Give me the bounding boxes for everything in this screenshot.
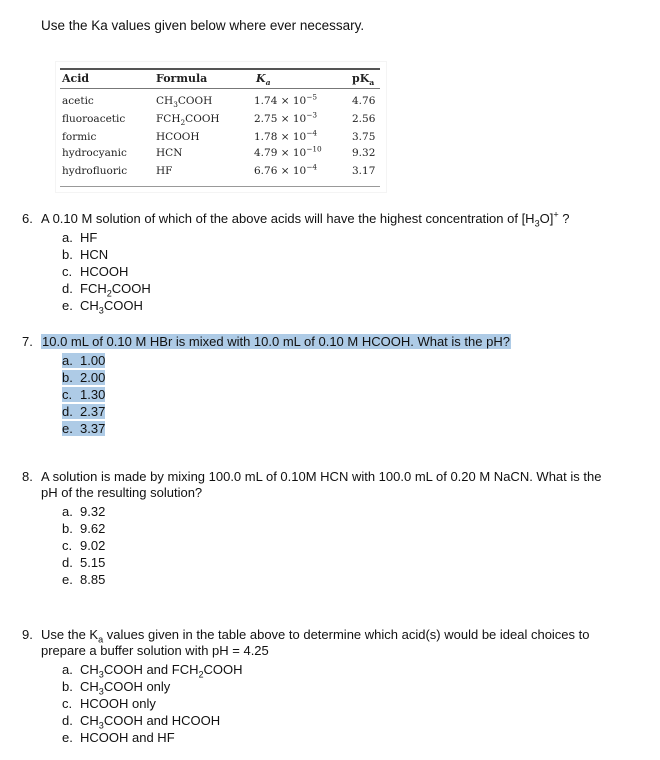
pka-value: 2.56	[352, 113, 376, 125]
pka-value: 4.76	[352, 95, 376, 107]
question-6	[22, 211, 632, 227]
header-formula: Formula	[156, 72, 208, 85]
option-letter: e.	[62, 421, 73, 436]
pka-value: 3.75	[352, 131, 376, 143]
question-6-options	[62, 229, 151, 314]
option-letter: c.	[62, 264, 73, 279]
option-text: 2.37	[80, 404, 106, 419]
answer-option[interactable]	[62, 352, 105, 369]
question-number: 7.	[22, 334, 33, 349]
answer-option[interactable]	[62, 369, 105, 386]
header-ka: $K_a$	[256, 72, 271, 88]
option-text: 3.37	[80, 421, 106, 436]
acid-formula: $CH_3COOH$	[156, 95, 213, 110]
option-letter: e.	[62, 298, 73, 313]
option-letter: a.	[62, 353, 73, 368]
option-text: HCOOH and HF	[80, 730, 175, 745]
pka-value: 3.17	[352, 165, 376, 177]
answer-option[interactable]	[62, 246, 151, 263]
option-text: 1.00	[80, 353, 106, 368]
acid-formula: $FCH_2COOH$	[156, 113, 220, 128]
acid-formula: HF	[156, 165, 173, 177]
table-header-rule	[60, 88, 380, 89]
question-number: 8.	[22, 469, 33, 484]
option-text: $FCH_2COOH$	[80, 281, 151, 299]
option-letter: d.	[62, 404, 73, 419]
answer-option[interactable]	[62, 280, 151, 297]
acid-name: acetic	[62, 95, 94, 107]
question-8	[22, 469, 632, 501]
option-text: HCOOH only	[80, 696, 156, 711]
table-top-rule	[60, 68, 380, 70]
ka-value: $2.75 \times 10^{-3}$	[254, 110, 318, 125]
answer-option[interactable]	[62, 712, 243, 729]
option-text: 5.15	[80, 555, 106, 570]
option-letter: a.	[62, 662, 73, 677]
option-letter: e.	[62, 730, 73, 745]
option-text: $CH_3COOH$	[80, 298, 143, 316]
option-text: $CH_3COOH$ and $FCH_2COOH$	[80, 662, 243, 680]
option-text: 8.85	[80, 572, 106, 587]
answer-option[interactable]	[62, 729, 243, 746]
option-letter: c.	[62, 696, 73, 711]
answer-option[interactable]	[62, 520, 105, 537]
ka-table	[56, 62, 386, 192]
option-text: $CH_3COOH$ and HCOOH	[80, 713, 221, 731]
question-text-line1: A solution is made by mixing 100.0 mL of 0.10M HCN with 100.0 mL of 0.20 M NaCN. What is the	[41, 469, 602, 484]
option-text: 9.02	[80, 538, 106, 553]
option-letter: b.	[62, 370, 73, 385]
question-7-options	[62, 352, 105, 437]
option-letter: d.	[62, 555, 73, 570]
answer-option[interactable]	[62, 386, 105, 403]
acid-name: fluoroacetic	[62, 113, 126, 125]
answer-option[interactable]	[62, 537, 105, 554]
ka-value: $4.79 \times 10^{-10}$	[254, 144, 322, 159]
question-9-options	[62, 661, 243, 746]
question-text-line2: prepare a buffer solution with pH = 4.25	[41, 643, 269, 658]
option-letter: b.	[62, 679, 73, 694]
header-acid: Acid	[62, 72, 90, 85]
acid-name: hydrofluoric	[62, 165, 128, 177]
question-text: A 0.10 M solution of which of the above acids will have the highest concentration of $[H_3O]^+$ ?	[41, 209, 570, 229]
question-text-line1: Use the $K_a$ values given in the table above to determine which acid(s) would be ideal choices to	[41, 627, 590, 645]
option-letter: e.	[62, 572, 73, 587]
question-number: 9.	[22, 627, 33, 642]
pka-value: 9.32	[352, 147, 376, 159]
option-text: 9.32	[80, 504, 106, 519]
option-text: HF	[80, 230, 98, 245]
ka-value: $1.78 \times 10^{-4}$	[254, 128, 318, 143]
option-text: $CH_3COOH$ only	[80, 679, 171, 697]
question-8-options	[62, 503, 105, 588]
question-9	[22, 627, 632, 659]
option-letter: d.	[62, 281, 73, 296]
option-letter: a.	[62, 504, 73, 519]
answer-option[interactable]	[62, 695, 243, 712]
question-number: 6.	[22, 211, 33, 226]
option-text: HCN	[80, 247, 109, 262]
answer-option[interactable]	[62, 403, 105, 420]
answer-option[interactable]	[62, 229, 151, 246]
option-text: HCOOH	[80, 264, 129, 279]
question-text-line2: pH of the resulting solution?	[41, 485, 203, 500]
answer-option[interactable]	[62, 661, 243, 678]
option-letter: c.	[62, 538, 73, 553]
option-letter: c.	[62, 387, 73, 402]
question-text[interactable]: 10.0 mL of 0.10 M HBr is mixed with 10.0 mL of 0.10 M HCOOH. What is the pH?	[42, 334, 510, 349]
instruction-text: Use the Ka values given below where ever necessary.	[41, 18, 365, 33]
answer-option[interactable]	[62, 678, 243, 695]
answer-option[interactable]	[62, 297, 151, 314]
option-letter: d.	[62, 713, 73, 728]
acid-formula: HCN	[156, 147, 183, 159]
answer-option[interactable]	[62, 420, 105, 437]
option-letter: a.	[62, 230, 73, 245]
option-text: 1.30	[80, 387, 106, 402]
ka-value: $1.74 \times 10^{-5}$	[254, 92, 318, 107]
acid-name: formic	[62, 131, 97, 143]
table-bottom-rule	[60, 186, 380, 187]
option-letter: b.	[62, 521, 73, 536]
acid-formula: HCOOH	[156, 131, 200, 143]
option-letter: b.	[62, 247, 73, 262]
acid-name: hydrocyanic	[62, 147, 127, 159]
answer-option[interactable]	[62, 503, 105, 520]
option-text: 2.00	[80, 370, 106, 385]
answer-option[interactable]	[62, 554, 105, 571]
answer-option[interactable]	[62, 263, 151, 280]
ka-value: $6.76 \times 10^{-4}$	[254, 162, 318, 177]
header-pka: $pK_a$	[352, 72, 375, 88]
option-text: 9.62	[80, 521, 106, 536]
answer-option[interactable]	[62, 571, 105, 588]
question-7	[22, 334, 632, 350]
